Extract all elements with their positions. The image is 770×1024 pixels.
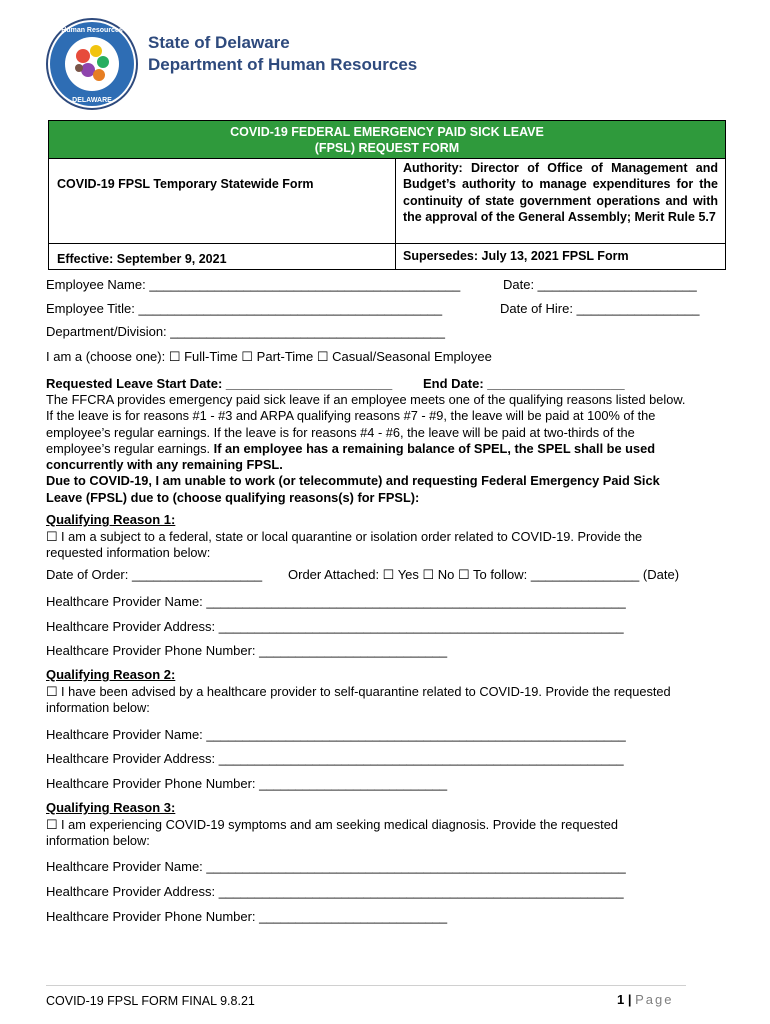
spel-notice: If an employee has a remaining balance of SPEL, the SPEL shall be used [213,440,656,456]
employee-title-field[interactable]: Employee Title: __________________________________________ [46,301,443,316]
effective-date-cell: Effective: September 9, 2021 [57,252,227,266]
date-field[interactable]: Date: ______________________ [503,277,697,292]
reason-3-provider-name-field[interactable]: Healthcare Provider Name: __________________________________________________________ [46,859,626,874]
paragraph-text: employee’s regular earnings. [46,440,214,456]
order-attached-choice[interactable]: Order Attached: ☐ Yes ☐ No ☐ To follow: _______________ (Date) [288,567,680,582]
form-title-line2: (FPSL) REQUEST FORM [314,141,460,155]
employment-type-choice[interactable]: I am a (choose one): ☐ Full-Time ☐ Part-Time ☐ Casual/Seasonal Employee [46,349,492,364]
qualifying-reason-3-heading: Qualifying Reason 3: [46,800,176,815]
reason-3-checkbox-text[interactable]: ☐ I am experiencing COVID-19 symptoms and am seeking medical diagnosis. Provide the requested [46,817,618,832]
footer-page-number [617,992,673,1007]
qualifying-reason-2-heading: Qualifying Reason 2: [46,667,176,682]
paragraph-line [46,441,746,457]
table-divider [395,159,396,269]
ffcra-paragraph [46,392,746,506]
reason-1-checkbox-text[interactable]: ☐ I am a subject to a federal, state or local quarantine or isolation order related to COVID-19. Provide the [46,529,643,544]
reason-1-provider-address-field[interactable]: Healthcare Provider Address: ________________________________________________________ [46,619,624,634]
reason-3-provider-address-field[interactable]: Healthcare Provider Address: ________________________________________________________ [46,884,624,899]
reason-2-provider-phone-field[interactable]: Healthcare Provider Phone Number: __________________________ [46,776,448,791]
employee-name-field[interactable]: Employee Name: ___________________________________________ [46,277,461,292]
form-name-cell: COVID-19 FPSL Temporary Statewide Form [57,177,314,191]
page-number: 1 [617,992,625,1007]
reason-3-text: information below: [46,833,150,849]
page-separator: | [624,992,636,1007]
table-divider [49,243,395,244]
leave-end-date-field[interactable]: End Date: ___________________ [423,376,625,391]
reason-3-description[interactable] [46,817,746,850]
paragraph-line: The FFCRA provides emergency paid sick leave if an employee meets one of the qualifying reasons listed below. [46,392,686,407]
reason-1-provider-phone-field[interactable]: Healthcare Provider Phone Number: __________________________ [46,643,448,658]
svg-text:Human Resources: Human Resources [61,27,123,34]
reason-1-description[interactable] [46,529,746,562]
leave-start-date-field[interactable]: Requested Leave Start Date: _______________________ [46,376,393,391]
reason-2-provider-name-field[interactable]: Healthcare Provider Name: __________________________________________________________ [46,727,626,742]
paragraph-line: If the leave is for reasons #1 - #3 and ARPA qualifying reasons #7 - #9, the leave will be paid at 100% of the [46,408,656,424]
due-to-covid-statement: Due to COVID-19, I am unable to work (or telecommute) and requesting Federal Emergency Paid Sick [46,473,660,489]
authority-cell: Authority: Director of Office of Management and Budget’s authority to manage expenditures for the continuity of state government operations and with the approval of the General Assembly; Merit Rule 5.7 [403,161,718,224]
date-of-order-field[interactable]: Date of Order: __________________ [46,567,263,582]
department-field[interactable]: Department/Division: ______________________________________ [46,324,446,339]
qualifying-reason-1-heading: Qualifying Reason 1: [46,512,176,527]
date-of-hire-field[interactable]: Date of Hire: _________________ [500,301,700,316]
paragraph-line: employee’s regular earnings. If the leave is for reasons #4 - #6, the leave will be paid at two-thirds of the [46,424,635,440]
due-to-covid-statement: Leave (FPSL) due to (choose qualifying reasons(s) for FPSL): [46,489,420,505]
footer-form-version: COVID-19 FPSL FORM FINAL 9.8.21 [46,994,255,1008]
org-name-line1: State of Delaware [148,33,290,52]
form-info-table [48,120,726,270]
footer-divider [46,985,686,986]
form-title-line1: COVID-19 FEDERAL EMERGENCY PAID SICK LEAVE [230,125,544,139]
reason-2-checkbox-text[interactable]: ☐ I have been advised by a healthcare provider to self-quarantine related to COVID-19. Provide the requested [46,684,671,699]
supersedes-cell: Supersedes: July 13, 2021 FPSL Form [403,249,629,263]
svg-text:DELAWARE: DELAWARE [72,97,112,104]
reason-1-provider-name-field[interactable]: Healthcare Provider Name: __________________________________________________________ [46,594,626,609]
table-divider [396,243,726,244]
page-label: Page [635,992,674,1007]
org-name-line2: Department of Human Resources [148,55,418,74]
paragraph-line: concurrently with any remaining FPSL. [46,457,283,473]
dhr-seal-logo [46,18,138,110]
reason-3-provider-phone-field[interactable]: Healthcare Provider Phone Number: __________________________ [46,909,448,924]
reason-2-provider-address-field[interactable]: Healthcare Provider Address: ________________________________________________________ [46,751,624,766]
reason-2-description[interactable] [46,684,746,717]
reason-2-text: information below: [46,700,150,716]
form-title-banner [49,121,725,159]
reason-1-text: requested information below: [46,545,211,561]
